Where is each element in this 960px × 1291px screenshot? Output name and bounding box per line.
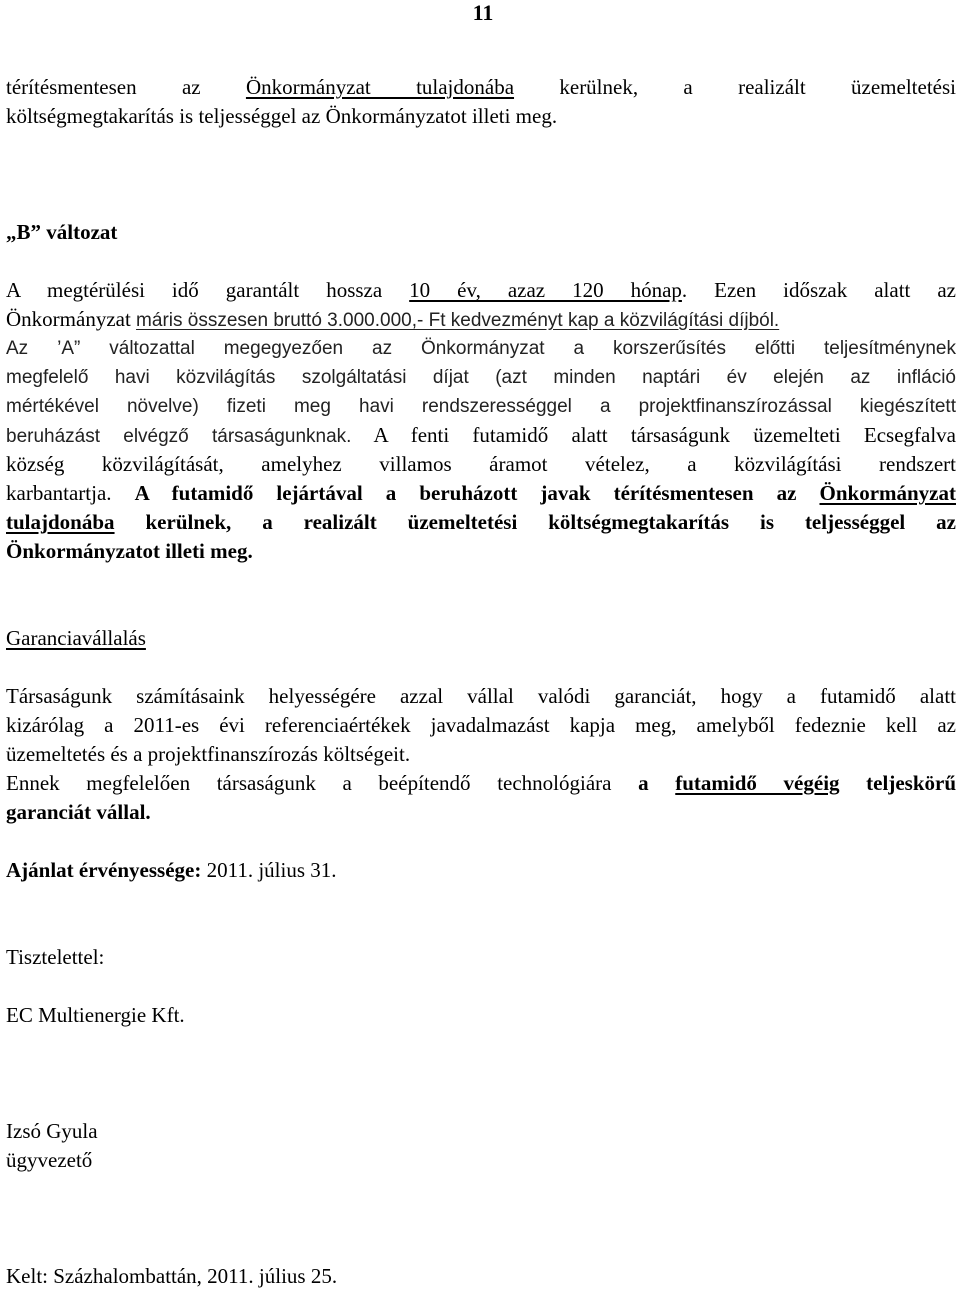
variant-b-line-7: község közvilágítását, amelyhez villamos áramot vételez, a közvilágítási rendszert: [6, 452, 956, 476]
intro-line-2: költségmegtakarítás is teljességgel az Önkormányzatot illeti meg.: [6, 104, 558, 128]
guarantee-line-5: garanciát vállal.: [6, 800, 151, 824]
variant-b-line-2: [6, 305, 956, 335]
payback-period: 10 év, azaz 120 hónap: [409, 278, 682, 302]
variant-b-text: Önkormányzat: [6, 307, 137, 331]
guarantee-bold-text-end: teljeskörű: [839, 771, 956, 795]
variant-b-bold-underlined: tulajdonába: [6, 510, 115, 534]
place-and-date: Kelt: Százhalombattán, 2011. július 25.: [6, 1264, 338, 1288]
variant-b-line-4: megfelelő havi közvilágítás szolgáltatási díjat (azt minden naptári év elején az infláció: [6, 367, 956, 388]
variant-b-bold-text: A futamidő lejártával a beruházott javak térítésmentesen az: [134, 481, 820, 505]
page-number: 11: [472, 0, 494, 25]
intro-text-end: kerülnek, a realizált üzemeltetési: [514, 75, 956, 99]
variant-b-heading: „B” változat: [6, 220, 118, 244]
variant-b-text: A megtérülési idő garantált hossza: [6, 278, 410, 302]
variant-b-line-8: [6, 479, 956, 508]
intro-underlined-owner: Önkormányzat tulajdonába: [245, 75, 515, 99]
validity-date: 2011. július 31.: [201, 858, 337, 882]
variant-b-text: karbantartja.: [6, 481, 135, 505]
variant-b-line-3: Az ’A” változattal megegyezően az Önkormányzat a korszerűsítés előtti teljesítménynek: [6, 338, 956, 359]
guarantee-heading: Garanciavállalás: [6, 626, 146, 650]
guarantee-line-1: Társaságunk számításaink helyességére azzal vállal valódi garanciát, hogy a futamidő alatt: [6, 684, 956, 708]
variant-b-line-1: [6, 276, 956, 305]
variant-b-line-10: Önkormányzatot illeti meg.: [6, 539, 253, 563]
guarantee-line-4: [6, 769, 956, 798]
variant-b-line-6: [6, 421, 956, 451]
intro-text: térítésmentesen az: [6, 75, 246, 99]
offer-validity: [6, 856, 956, 885]
variant-b-text-end: . Ezen időszak alatt az: [681, 278, 956, 302]
closing-greeting: Tisztelettel:: [6, 945, 105, 969]
discount-statement: máris összesen bruttó 3.000.000,- Ft kedvezményt kap a közvilágítási díjból.: [136, 310, 780, 331]
company-name: EC Multienergie Kft.: [6, 1003, 185, 1027]
signer-title: ügyvezető: [6, 1148, 93, 1172]
guarantee-line-3: üzemeltetés és a projektfinanszírozás költségeit.: [6, 742, 411, 766]
variant-b-line-5: mértékével növelve) fizeti meg havi rendszerességgel a projektfinanszírozással kiegészített: [6, 396, 956, 417]
signer-name: Izsó Gyula: [6, 1119, 98, 1143]
guarantee-term-end: futamidő végéig: [675, 771, 840, 795]
guarantee-text: Ennek megfelelően társaságunk a beépítendő technológiára: [6, 771, 639, 795]
variant-b-bold-text: kerülnek, a realizált üzemeltetési költségmegtakarítás is teljességgel az: [114, 510, 956, 534]
variant-b-text-sans: beruházást elvégző társaságunknak.: [6, 426, 352, 447]
intro-line-1: [6, 73, 956, 102]
validity-label: Ajánlat érvényessége:: [6, 858, 202, 882]
variant-b-bold-underlined: Önkormányzat: [819, 481, 956, 505]
variant-b-text: A fenti futamidő alatt társaságunk üzemelteti Ecsegfalva: [351, 423, 956, 447]
guarantee-bold-text: a: [638, 771, 676, 795]
guarantee-line-2: kizárólag a 2011-es évi referenciaértékek javadalmazást kapja meg, amelyből fedeznie kell az: [6, 713, 956, 737]
variant-b-line-9: [6, 508, 956, 537]
